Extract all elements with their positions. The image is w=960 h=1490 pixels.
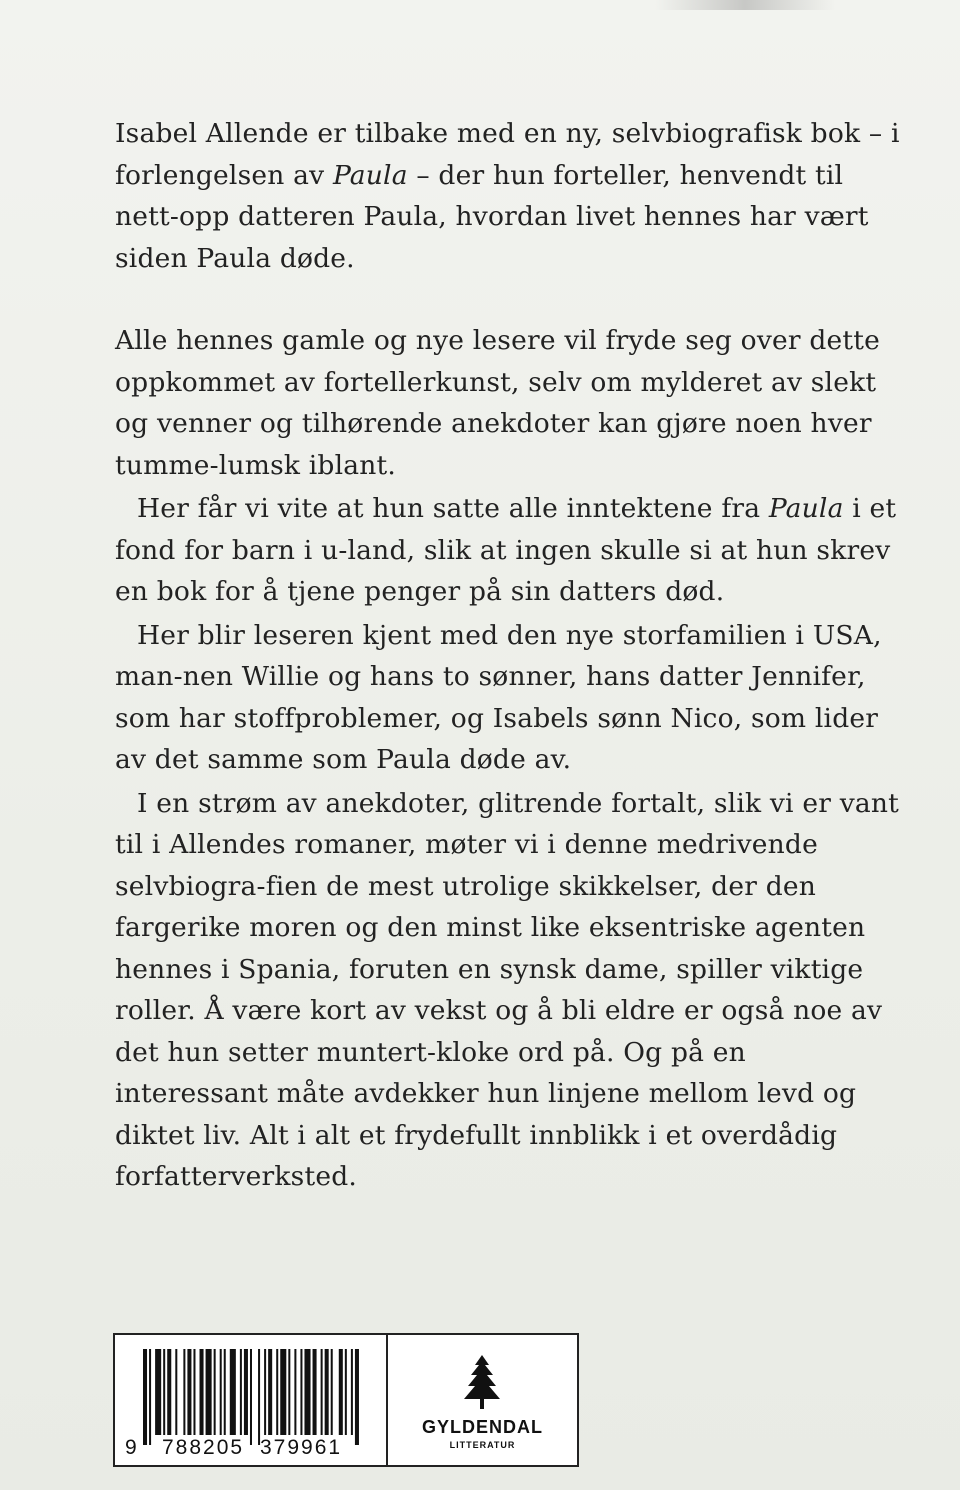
barcode-digits-right: 379961 (260, 1436, 343, 1459)
book-title-paula: Paula (332, 159, 408, 191)
barcode-bar (143, 1349, 147, 1445)
barcode-bar (294, 1349, 296, 1435)
barcode-bar (244, 1349, 248, 1435)
barcode-bar (288, 1349, 290, 1435)
barcode-bar (268, 1349, 272, 1435)
blurb-paragraph-1: Isabel Allende er tilbake med en ny, selvbiografisk bok – i forlengelsen av Paula – der hun forteller, henvendt til nett-opp datteren Paula, hvordan livet hennes har vært siden Paula døde. (115, 118, 900, 274)
barcode-bar (264, 1349, 266, 1435)
barcode-first-digit: 9 (125, 1436, 137, 1459)
barcode-bar (351, 1349, 353, 1435)
barcode-bar (321, 1349, 323, 1435)
barcode-bar (193, 1349, 195, 1435)
barcode-digits-left: 788205 (162, 1436, 245, 1459)
barcode-bar (300, 1349, 302, 1435)
barcode-bar (224, 1349, 226, 1435)
barcode-bar (240, 1349, 242, 1435)
barcode-bar (276, 1349, 278, 1435)
blurb-paragraph-3: Her får vi vite at hun satte alle inntektene fra Paula i et fond for barn i u-land, slik at ingen skulle si at hun skrev en bok for å tjene penger på sin datters død. (115, 493, 897, 607)
barcode-bar (339, 1349, 343, 1435)
barcode-bar (167, 1349, 171, 1435)
barcode-bar (175, 1349, 177, 1435)
barcode-bar (155, 1349, 161, 1435)
blurb-text (115, 113, 905, 1198)
blurb-paragraph-4: Her blir leseren kjent med den nye storfamilien i USA, man-nen Willie og hans to sønner, hans datter Jennifer, som har stoffproblemer, og Isabels sønn Nico, som lider av det samme som Paula døde av. (115, 619, 882, 775)
barcode-bar (149, 1349, 151, 1445)
barcode-bar (230, 1349, 236, 1435)
publisher-imprint: LITTERATUR (449, 1440, 516, 1450)
barcode-bar (355, 1349, 359, 1445)
barcode-bar (258, 1349, 260, 1445)
barcode-bar (187, 1349, 191, 1435)
barcode-bar (220, 1349, 222, 1435)
barcode-bar (331, 1349, 333, 1435)
fir-tree-icon (462, 1355, 502, 1411)
blurb-paragraph-5: I en strøm av anekdoter, glitrende fortalt, slik vi er vant til i Allendes romaner, møter vi i denne medrivende selvbiogra-fien de mest utrolige skikkelser, der den fargerike moren og den minst like eksentriske agenten hennes i Spania, foruten en synsk dame, spiller viktige roller. Å være kort av vekst og å bli eldre er også noe av det hun setter muntert-kloke ord på. Og på en interessant måte avdekker hun linjene mellom levd og diktet liv. Alt i alt et frydefullt innblikk i et overdådig forfatterverksted. (115, 787, 900, 1192)
barcode-bar (200, 1349, 204, 1435)
barcode-bar (313, 1349, 317, 1435)
barcode-bar (325, 1349, 329, 1435)
book-title-paula: Paula (768, 493, 844, 524)
publisher-name: GYLDENDAL (422, 1417, 543, 1437)
barcode-bars (143, 1349, 363, 1445)
barcode-bar (280, 1349, 286, 1435)
barcode-bar (214, 1349, 216, 1435)
barcode-bar (163, 1349, 165, 1435)
top-edge-shadow (655, 0, 835, 10)
isbn-barcode (113, 1333, 388, 1467)
blurb-paragraph-2: Alle hennes gamle og nye lesere vil fryde seg over dette oppkommet av fortellerkunst, selv om mylderet av slekt og venner og tilhørende anekdoter kan gjøre noen hver tumme-lumsk iblant. (115, 325, 881, 481)
barcode-bar (183, 1349, 185, 1435)
barcode-bar (304, 1349, 310, 1435)
barcode-bar (206, 1349, 212, 1435)
barcode-bar (345, 1349, 347, 1435)
publisher-logo-box (386, 1333, 579, 1467)
barcode-bar (250, 1349, 252, 1445)
